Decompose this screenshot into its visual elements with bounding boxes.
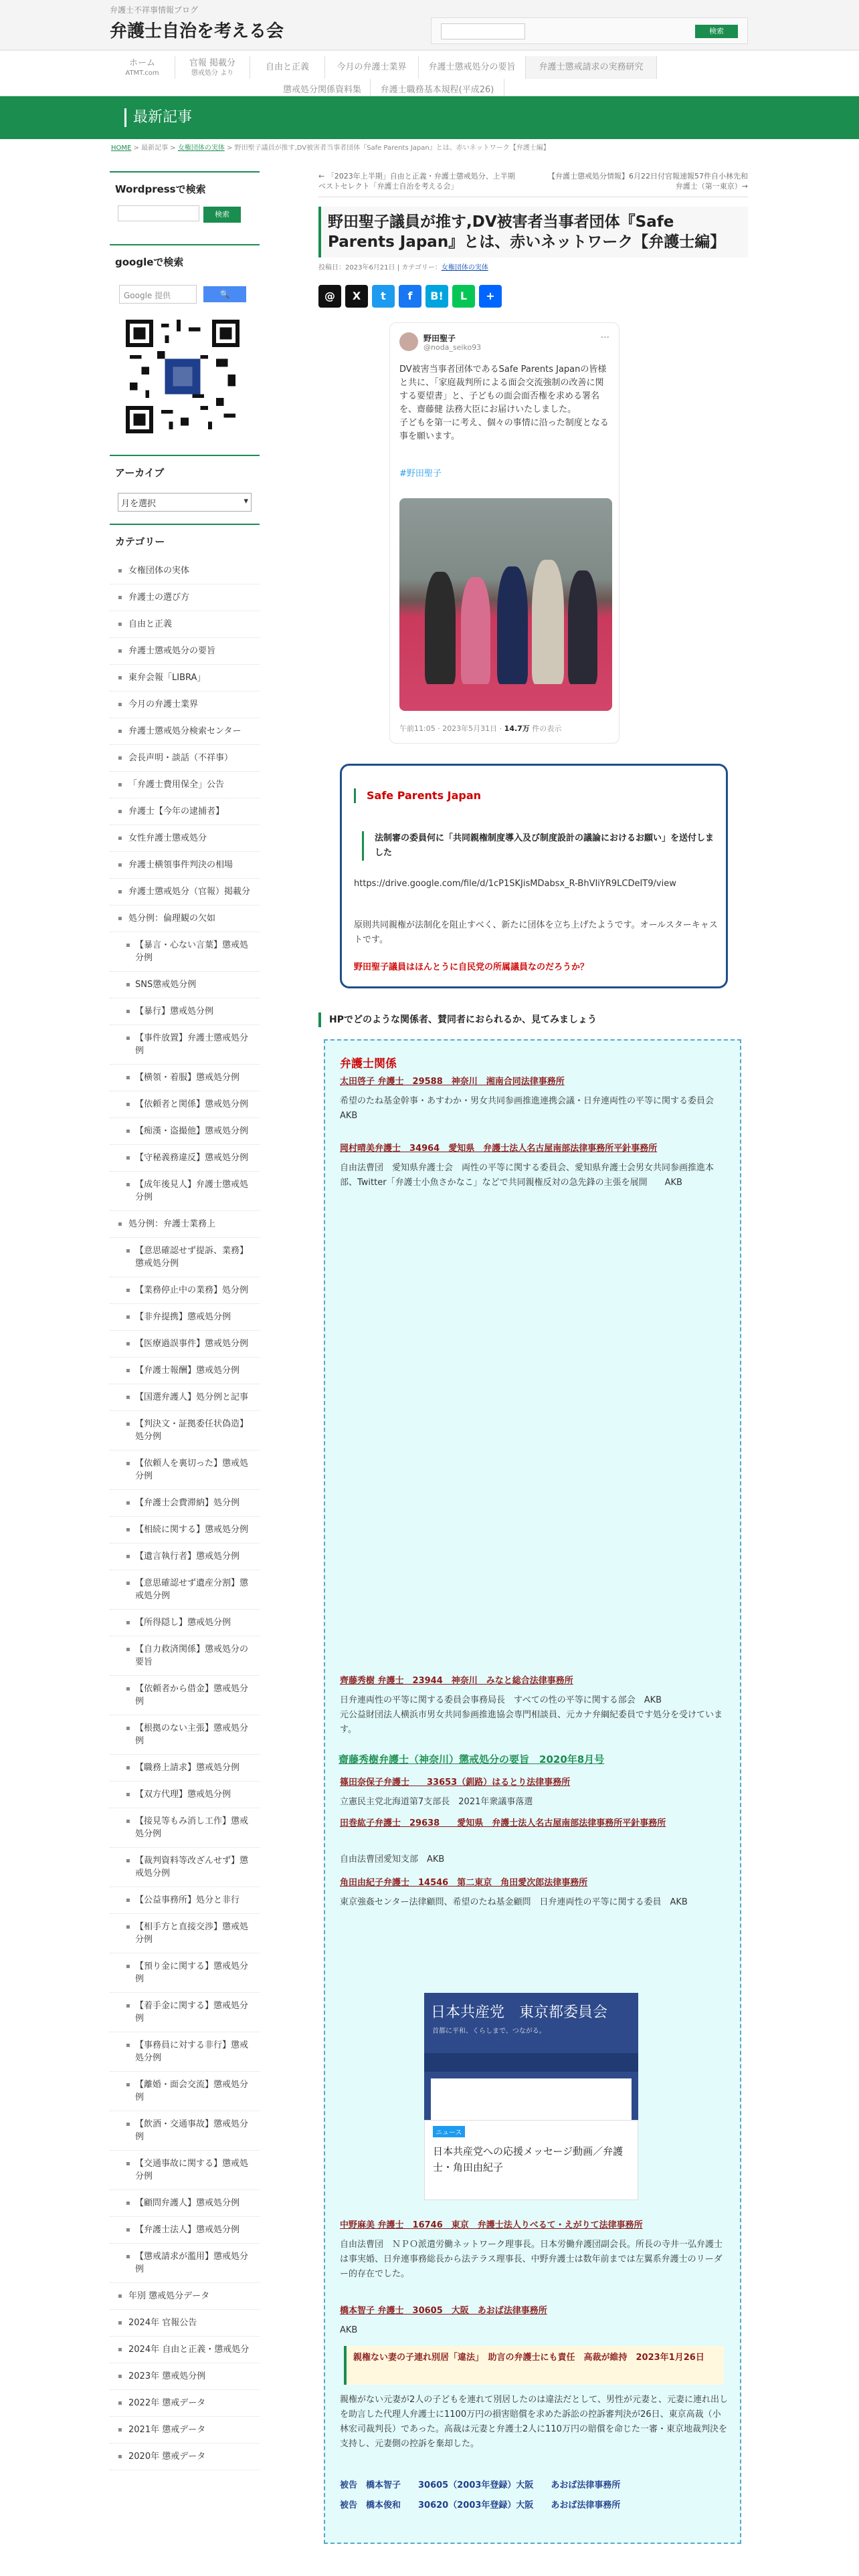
wp-search-widget [110,171,260,232]
category-item[interactable]: ▪ 2022年 懲戒データ [110,2390,260,2417]
category-list [110,558,260,2470]
category-item[interactable]: ▪ 2024年 自由と正義・懲戒処分 [110,2337,260,2363]
category-item[interactable]: ▪ 【事件放置】弁護士懲戒処分例 [110,1025,260,1065]
category-item[interactable]: ▪ 【事務員に対する非行】懲戒処分例 [110,2032,260,2072]
breadcrumb-category[interactable]: 女権団体の実体 [177,144,225,152]
nav-label: 弁護士懲戒請求の実務研究 [539,62,644,72]
category-item[interactable]: ▪ 【意思確認せず遺産分割】懲戒処分例 [110,1570,260,1610]
nav-item-home[interactable] [110,56,175,79]
tweet-author-handle[interactable]: @noda_seiko93 [423,343,482,352]
category-item[interactable]: ▪ 【暴行】懲戒処分例 [110,998,260,1025]
spj-red-note: 野田聖子議員はほんとうに自民党の所属議員なのだろうか？ [354,962,589,972]
category-item[interactable]: ▪ 弁護士の選び方 [110,584,260,611]
site-header [0,0,859,49]
nav-item-gyokai[interactable] [325,56,419,79]
tweet-hashtag[interactable]: #野田聖子 [399,469,442,479]
lawyer-desc: 自由法曹団 愛知県弁護士会 両性の平等に関する委員会、愛知県弁護士会男女共同参画推進本部、Twitter「弁護士小魚さかなこ」などで共同親権反対の急先鋒の主張を展開 AKB [340,1163,714,1188]
google-search-input[interactable]: Google 提供 [119,285,197,304]
twitter-icon[interactable]: t [372,285,395,308]
section-heading: HPでどのような関係者、賛同者におられるか、見てみましょう [318,1012,748,1027]
spj-title: Safe Parents Japan [354,788,481,803]
category-item[interactable]: ▪ 【預り金に関する】懲戒処分例 [110,1953,260,1993]
category-item[interactable]: ▪ 【接見等もみ消し工作】懲戒処分例 [110,1808,260,1848]
category-item[interactable]: ▪ 女権団体の実体 [110,558,260,584]
category-item[interactable]: ▪ 今月の弁護士業界 [110,691,260,718]
add-icon[interactable]: + [479,285,502,308]
widget-title: カテゴリー [115,535,165,548]
news-notice [344,2346,724,2385]
category-item[interactable]: ▪ 2020年 懲戒データ [110,2444,260,2470]
lawyer-name-link[interactable]: 齊藤秀樹 弁護士 23944 神奈川 みなと総合法律事務所 [340,1676,573,1686]
next-post-link[interactable]: 【弁護士懲戒処分情報】6月22日付官報速報57件自小林先和弁護士（第一東京）→ [548,172,748,191]
lawyer-name-link[interactable]: 角田由紀子弁護士 14546 第二東京 角田愛次郎法律事務所 [340,1878,588,1888]
nav-label: 今月の弁護士業界 [337,62,407,72]
safe-parents-japan-box [340,764,728,988]
category-item[interactable]: ▪ 【離婚・面会交流】懲戒処分例 [110,2072,260,2111]
tweet-text: DV被害当事者団体であるSafe Parents Japanの皆様と共に、「家庭裁判所による面会交流強制の改善に関する要望書」と、子どもの面会面否権を求める署名を、齋藤健 法務大臣にお届けいたしました。 子どもを第一に考え、個々の事情に沿った制度となる事を願います。 [399,364,609,441]
category-item[interactable]: ▪ 【相続に関する】懲戒処分例 [110,1517,260,1543]
category-item[interactable]: ▪ 東弁会報「LIBRA」 [110,665,260,691]
header-search-input[interactable] [441,23,525,39]
category-item[interactable]: ▪ 【懲戒請求が濫用】懲戒処分例 [110,2244,260,2283]
more-icon[interactable]: ··· [600,332,609,343]
category-item[interactable]: ▪ 【国選弁護人】処分例と記事 [110,1384,260,1411]
category-item[interactable]: ▪ 自由と正義 [110,611,260,638]
jcp-card-sub: 首都に平和、くらしまで、つながる。 [432,2028,546,2035]
lawyer-desc: 日弁連両性の平等に関する委員会事務局長 すべての性の平等に関する部会 AKB 元公益財団法人横浜市男女共同参画推進協会専門相談員、元カナ弁綱紀委員です処分を受けています。 [340,1695,723,1735]
nav-label: 官報 掲載分 [189,58,236,68]
post-category-link[interactable]: 女権団体の実体 [441,264,488,272]
category-item[interactable]: ▪ 【依頼者から借金】懲戒処分例 [110,1676,260,1715]
news-tag: ニュース [433,2126,465,2137]
lawyer-desc: 東京強姦センター法律顧問、希望のたね基金顧問 日弁連両性の平等に関する委員 AKB [340,1897,688,1907]
category-item[interactable]: ▪ 【成年後見人】弁護士懲戒処分例 [110,1172,260,1211]
share-buttons [318,285,748,308]
tweet-views: 14.7万 [504,724,530,733]
lawyer-desc: 自由法曹団 ＮＰＯ派遣労働ネットワーク理事長。日本労働弁護団副会長。所長の寺井一弘弁護士は事実婚、日弁連事務総長から法テラス理事長、中野弁護士は数年前までは左翼系弁護士のリーダー的存在でした。 [340,2240,723,2279]
lawyer-name-link[interactable]: 中野麻美 弁護士 16746 東京 弁護士法人りべるて・えがりて法律事務所 [340,2220,643,2230]
category-item[interactable]: ▪ 【依頼者と関係】懲戒処分例 [110,1091,260,1118]
facebook-icon[interactable]: f [399,285,421,308]
spj-text: 原則共同親権が法制化を阻止すべく、新たに団体を立ち上げたようです。オールスターキャストです。 [354,920,718,945]
lawyer-name-link[interactable]: 橋本智子 弁護士 30605 大阪 あおば法律事務所 [340,2306,547,2316]
category-item[interactable]: ▪ 【医療過誤事件】懲戒処分例 [110,1331,260,1358]
jcp-embed-title: 日本共産党への応援メッセージ動画／弁護士・角田由紀子 [433,2145,624,2173]
google-search-button[interactable]: 🔍 [203,286,246,302]
nav-label: ホーム [128,58,155,68]
tweet-photo[interactable] [399,498,612,711]
lawyer-name-link[interactable]: 岡村晴美弁護士 34964 愛知県 弁護士法人名古屋南部法律事務所平針事務所 [340,1144,658,1154]
category-item[interactable]: ▪ 「弁護士費用保全」公告 [110,772,260,798]
tweet-author-name[interactable]: 野田聖子 [423,334,456,343]
jcp-card-body [431,2078,632,2120]
prev-post-link[interactable]: ← 「2023年上半期」自由と正義・弁護士懲戒処分、上半期ベストセレクト「弁護士自治を考える会」 [318,172,515,191]
category-item[interactable]: ▪ 弁護士【今年の逮捕者】 [110,798,260,825]
spj-url[interactable]: https://drive.google.com/file/d/1cP1SKJisMDabsx_R-BhVIiYR9LCDeIT9/view [354,879,676,889]
nav-sub: ATMT.com [125,70,159,77]
embedded-tweet [389,322,619,744]
breadcrumb-home[interactable]: HOME [111,144,132,152]
category-item[interactable]: ▪ 弁護士横領事件判決の相場 [110,852,260,879]
nav-sub: 懲戒処分 より [191,70,234,77]
sidebar [110,171,260,2482]
post-navigation [318,171,748,197]
category-item[interactable]: ▪ 【顧問弁護人】懲戒処分例 [110,2190,260,2217]
category-item[interactable]: ▪ 【相手方と直接交渉】懲戒処分例 [110,1914,260,1953]
lawyer-desc: 希望のたね基金幹事・あすわか・男女共同参画推進連携会議・日弁連両性の平等に関する委員会 AKB [340,1096,723,1121]
widget-title: アーカイブ [115,466,165,479]
jcp-toolbar [424,2053,638,2072]
post-date: 投稿日：2023年6月21日 | カテゴリー： [318,264,442,272]
category-item[interactable]: ▪ 【判決文・証拠委任状偽造】処分例 [110,1411,260,1451]
nav-item-yoshi[interactable] [419,56,526,79]
defendant-line: 被告 橋本俊和 30620（2003年登録）大阪 あおば法律事務所 [340,2500,621,2510]
nav-label: 弁護士懲戒処分の要旨 [428,62,516,72]
threads-icon[interactable]: @ [318,285,341,308]
breadcrumb-sep: > 最新記事 > [131,144,178,152]
jcp-embed-image[interactable] [424,1993,638,2120]
jcp-embed-caption[interactable] [424,2120,638,2200]
category-item[interactable]: ▪ 【非弁提携】懲戒処分例 [110,1304,260,1331]
lawyer-desc: 自由法曹団愛知支部 AKB [340,1854,445,1864]
category-item[interactable]: ▪ 【守秘義務違反】懲戒処分例 [110,1145,260,1172]
category-item[interactable]: ▪ 2024年 官報公告 [110,2310,260,2337]
lawyer-name-link[interactable]: 太田啓子 弁護士 29588 神奈川 湘南合同法律事務所 [340,1077,565,1087]
category-item[interactable]: ▪ 【自力救済関係】懲戒処分の要旨 [110,1636,260,1676]
category-item[interactable]: ▪ 年別 懲戒処分データ [110,2283,260,2310]
header-search-button[interactable]: 検索 [695,25,738,38]
category-item[interactable]: ▪ 女性弁護士懲戒処分 [110,825,260,852]
lawyer-section-heading: 弁護士関係 [340,1057,397,1071]
category-item[interactable]: ▪ SNS懲戒処分例 [110,972,260,998]
category-item[interactable]: ▪ 【双方代理】懲戒処分例 [110,1782,260,1808]
category-widget [110,524,260,2470]
wp-search-input[interactable] [118,205,199,221]
nav-label: 懲戒処分関係資料集 [282,85,361,95]
breadcrumb-current: > 野田聖子議員が推す,DV被害者当事者団体『Safe Parents Japan』とは、赤いネットワーク【弁護士編】 [224,144,550,152]
nav-item-jitsumu[interactable] [526,56,657,79]
tweet-views-suffix: 件の表示 [529,724,562,733]
category-item[interactable]: ▪ 【意思確認せず提訴、業務】懲戒処分例 [110,1238,260,1277]
category-item[interactable]: ▪ 【職務上請求】懲戒処分例 [110,1755,260,1782]
archive-widget [110,455,260,512]
page-title: 最新記事 [124,108,192,127]
category-item[interactable]: ▪ 【根拠のない主張】懲戒処分例 [110,1715,260,1755]
category-item[interactable]: ▪ 【痴漢・盗撮他】懲戒処分例 [110,1118,260,1145]
nav-label: 弁護士職務基本規程(平成26) [380,85,494,95]
lawyer-desc: AKB [340,2325,358,2335]
category-item[interactable]: ▪ 【交通事故に関する】懲戒処分例 [110,2151,260,2190]
site-tagline: 弁護士不祥事情報ブログ [110,5,199,15]
category-item[interactable]: ▪ 2021年 懲戒データ [110,2417,260,2444]
line-icon[interactable]: L [452,285,475,308]
post-title: 野田聖子議員が推す,DV被害者当事者団体『Safe Parents Japan』とは、赤いネットワーク【弁護士編】 [318,207,748,257]
category-item[interactable]: ▪ 【弁護士法人】懲戒処分例 [110,2217,260,2244]
breadcrumb [111,142,550,152]
category-item[interactable]: ▪ 【着手金に関する】懲戒処分例 [110,1993,260,2032]
news-desc: 親権がない元妻が2人の子どもを連れて別居したのは違法だとして、男性が元妻と、元妻に連れ出しを助言した代理人弁護士に1100万円の損害賠償を求めた訴訟の控訴審判決が26日、東京高裁（小林宏司裁判長）であった。高裁は元妻と弁護士2人に110万円の賠償を命じた一審・東京地裁判決を支持し、元妻側の控訴を棄却した。 [340,2395,729,2449]
tweet-timestamp[interactable] [399,723,561,734]
lawyer-name-link[interactable]: 田巻紘子弁護士 29638 愛知県 弁護士法人名古屋南部法律事務所平針事務所 [340,1818,666,1828]
category-item[interactable]: ▪ 【遺言執行者】懲戒処分例 [110,1543,260,1570]
widget-title: Wordpressで検索 [115,183,206,195]
category-item[interactable]: ▪ 【弁護士報酬】懲戒処分例 [110,1358,260,1384]
category-item[interactable]: ▪ 処分例：弁護士業務上 [110,1211,260,1238]
avatar[interactable] [399,332,418,351]
archive-select[interactable] [118,493,252,512]
category-item[interactable]: ▪ 弁護士懲戒処分検索センター [110,718,260,745]
category-item[interactable]: ▪ 弁護士懲戒処分の要旨 [110,638,260,665]
main-content [318,171,748,2544]
tweet-time: 午前11:05 · 2023年5月31日 · [399,724,504,733]
chevron-down-icon: ▾ [244,496,248,506]
spj-quote: 法制審の委員何に「共同親権制度導入及び制度設計の議論におけるお願い」を送付しました [362,831,717,861]
category-item[interactable]: ▪ 【弁護士会費滞納】処分例 [110,1490,260,1517]
google-search-widget [110,244,260,443]
hatena-icon[interactable]: B! [425,285,448,308]
main-nav [0,49,859,96]
category-item[interactable]: ▪ 【暴言・心ない言葉】懲戒処分例 [110,932,260,972]
news-notice-text: 親権ない妻の子連れ別居「違法」 助言の弁護士にも責任 高裁が維持 2023年1月26日 [353,2353,704,2363]
lawyer-list-box [324,1039,741,2544]
header-search [431,17,748,44]
category-item[interactable]: ▪ 【公益事務所】処分と非行 [110,1887,260,1914]
category-item[interactable]: ▪ 2023年 懲戒処分例 [110,2363,260,2390]
category-item[interactable]: ▪ 【裁判資料等改ざんせず】懲戒処分例 [110,1848,260,1887]
lawyer-name-link[interactable]: 篠田奈保子弁護士 33653（釧路）はるとり法律事務所 [340,1778,571,1788]
category-item[interactable]: ▪ 会長声明・談話（不祥事） [110,745,260,772]
wp-search-button[interactable]: 検索 [203,207,241,223]
category-item[interactable]: ▪ 【所得隠し】懲戒処分例 [110,1610,260,1636]
category-item[interactable]: ▪ 【業務停止中の業務】処分例 [110,1277,260,1304]
jcp-card-title: 日本共産党 東京都委員会 [431,2004,608,2021]
category-item[interactable]: ▪ 弁護士懲戒処分（官報）掲載分 [110,879,260,905]
qr-code-image [126,320,240,433]
lawyer-desc: 立憲民主党北海道第7支部長 2021年衆議事落選 [340,1797,533,1807]
x-icon[interactable]: X [345,285,368,308]
category-item[interactable]: ▪ 【横領・着服】懲戒処分例 [110,1065,260,1091]
nav-item-jiyu[interactable] [250,56,325,79]
site-title[interactable]: 弁護士自治を考える会 [110,21,284,41]
nav-item-kanpo[interactable] [175,56,250,79]
category-item[interactable]: ▪ 【飲酒・交通事故】懲戒処分例 [110,2111,260,2151]
page-hero [0,96,859,139]
widget-title: googleで検索 [115,255,184,268]
post-meta [318,261,748,272]
defendant-line: 被告 橋本智子 30605（2003年登録）大阪 あおば法律事務所 [340,2480,621,2490]
nav-label: 自由と正義 [265,62,309,72]
archive-select-value: 月を選択 [121,498,157,509]
discipline-link[interactable]: 齋藤秀樹弁護士（神奈川）懲戒処分の要旨 2020年8月号 [339,1753,605,1765]
category-item[interactable]: ▪ 【依頼人を裏切った】懲戒処分例 [110,1451,260,1490]
category-item[interactable]: ▪ 処分例：倫理観の欠如 [110,905,260,932]
